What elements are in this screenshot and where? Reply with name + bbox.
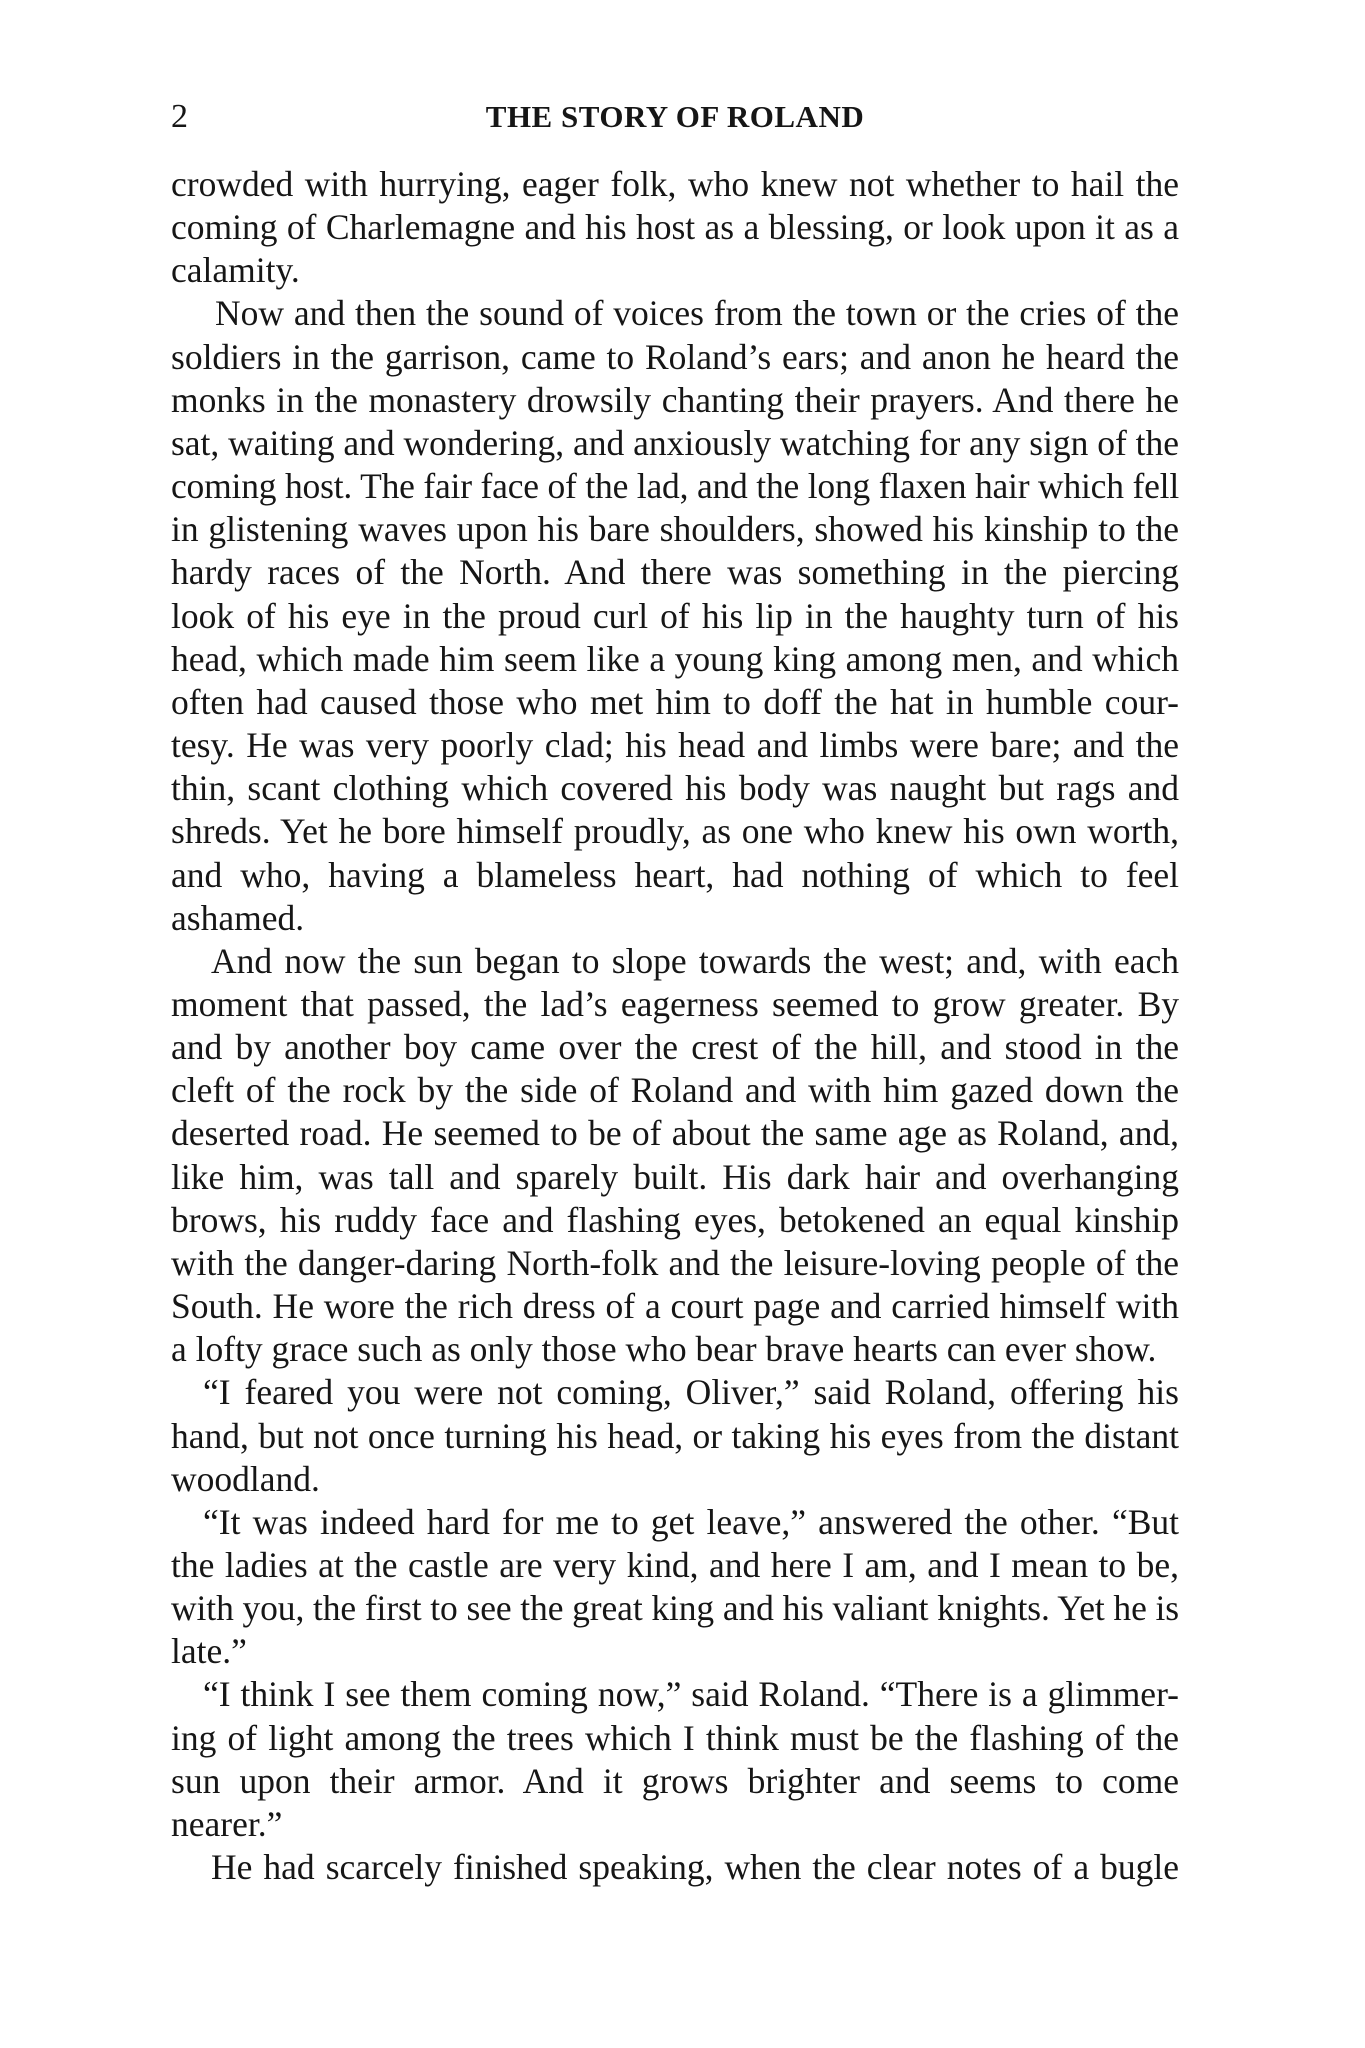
text-line: like him, was tall and sparely built. His dark hair and overhanging <box>171 1156 1179 1197</box>
text-line: South. He wore the rich dress of a court page and carried himself with <box>171 1286 1179 1327</box>
text-line: look of his eye in the proud curl of his lip in the haughty turn of his <box>171 595 1179 636</box>
text-line: crowded with hurrying, eager folk, who knew not whether to hail the <box>171 164 1179 204</box>
text-line: tesy. He was very poorly clad; his head and limbs were bare; and the <box>171 725 1179 766</box>
text-line: deserted road. He seemed to be of about the same age as Roland, and, <box>171 1113 1179 1154</box>
text-line: a lofty grace such as only those who bear brave hearts can ever show. <box>171 1329 1157 1370</box>
paragraph-3 <box>171 940 1179 1372</box>
text-line: often had caused those who met him to doff the hat in humble cour- <box>171 681 1179 722</box>
text-line: sat, waiting and wondering, and anxiously watching for any sign of the <box>171 422 1179 463</box>
text-line: with the danger-daring North-folk and the leisure-loving people of the <box>171 1242 1179 1283</box>
text-line: calamity. <box>171 250 300 291</box>
text-line: Now and then the sound of voices from the town or the cries of the <box>215 293 1179 334</box>
text-line: ing of light among the trees which I think must be the flashing of the <box>171 1717 1179 1758</box>
text-line: nearer.” <box>171 1803 283 1844</box>
paragraph-5 <box>171 1501 1179 1674</box>
text-line: ashamed. <box>171 897 305 938</box>
text-line: woodland. <box>171 1458 320 1499</box>
text-line: coming of Charlemagne and his host as a blessing, or look upon it as a <box>171 207 1179 248</box>
text-line: moment that passed, the lad’s eagerness seemed to grow greater. By <box>171 983 1179 1024</box>
text-line: “It was indeed hard for me to get leave,” answered the other. “But <box>203 1501 1179 1542</box>
text-line: soldiers in the garrison, came to Roland’s ears; and anon he heard the <box>171 336 1179 377</box>
page-number: 2 <box>171 98 188 135</box>
text-line: He had scarcely finished speaking, when the clear notes of a bugle <box>211 1847 1179 1888</box>
text-line: sun upon their armor. And it grows brighter and seems to come <box>171 1760 1179 1801</box>
text-line: “I think I see them coming now,” said Roland. “There is a glimmer- <box>203 1674 1179 1715</box>
text-line: late.” <box>171 1631 247 1672</box>
text-line: And now the sun began to slope towards the west; and, with each <box>211 940 1179 981</box>
text-line: and by another boy came over the crest of the hill, and stood in the <box>171 1027 1179 1068</box>
text-line: brows, his ruddy face and flashing eyes, betokened an equal kinship <box>171 1199 1179 1240</box>
text-line: hand, but not once turning his head, or taking his eyes from the distant <box>171 1415 1179 1456</box>
paragraph-1 <box>171 163 1179 292</box>
text-line: coming host. The fair face of the lad, and the long flaxen hair which fell <box>171 466 1179 507</box>
paragraph-2 <box>171 292 1179 939</box>
body-text <box>171 163 1179 1889</box>
paragraph-4 <box>171 1371 1179 1500</box>
text-line: head, which made him seem like a young king among men, and which <box>171 638 1179 679</box>
paragraph-6 <box>171 1673 1179 1846</box>
paragraph-7 <box>171 1846 1179 1889</box>
text-line: with you, the first to see the great king and his valiant knights. Yet he is <box>171 1588 1179 1629</box>
running-head <box>171 92 1179 142</box>
running-title: THE STORY OF ROLAND <box>485 99 865 134</box>
text-line: thin, scant clothing which covered his body was naught but rags and <box>171 768 1179 809</box>
text-line: monks in the monastery drowsily chanting their prayers. And there he <box>171 379 1179 420</box>
text-line: cleft of the rock by the side of Roland and with him gazed down the <box>171 1070 1179 1111</box>
text-line: “I feared you were not coming, Oliver,” said Roland, offering his <box>203 1372 1179 1413</box>
text-line: hardy races of the North. And there was something in the piercing <box>171 552 1179 593</box>
text-line: in glistening waves upon his bare shoulders, showed his kinship to the <box>171 509 1179 550</box>
text-line: and who, having a blameless heart, had nothing of which to feel <box>171 854 1179 895</box>
text-line: shreds. Yet he bore himself proudly, as one who knew his own worth, <box>171 811 1179 852</box>
text-line: the ladies at the castle are very kind, and here I am, and I mean to be, <box>171 1545 1179 1585</box>
